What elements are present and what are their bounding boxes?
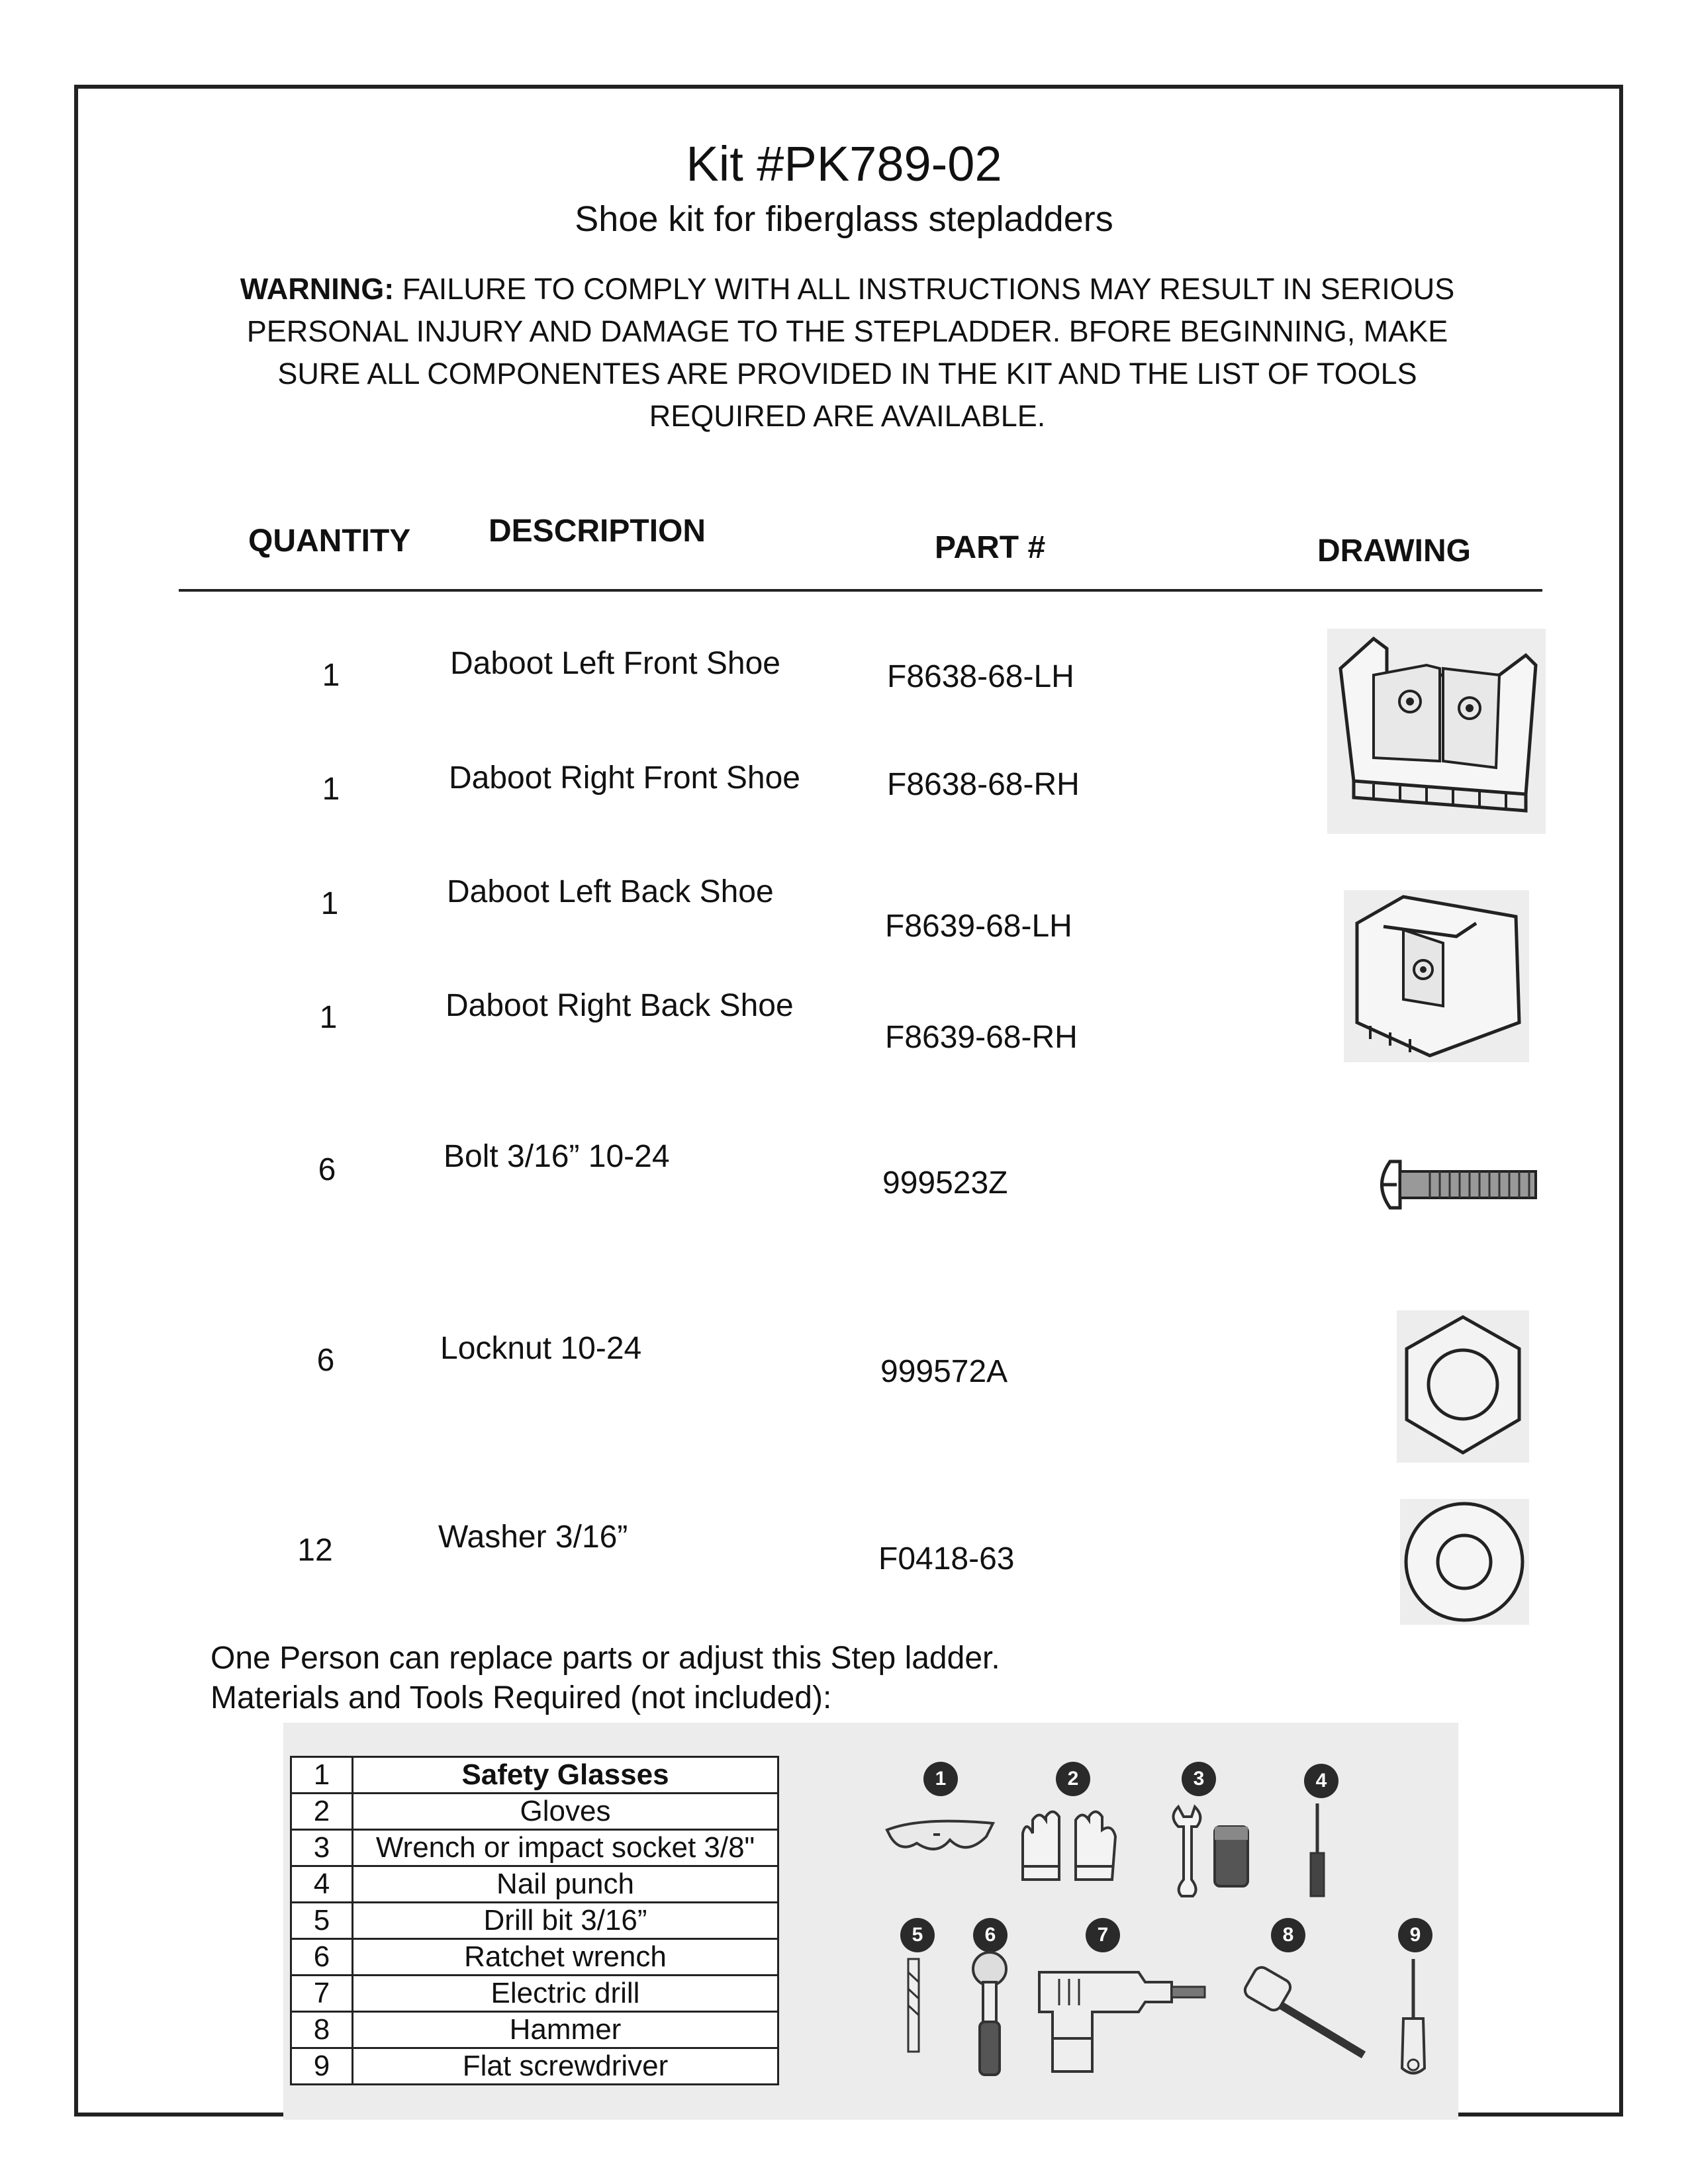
row-description: Washer 3/16” <box>438 1520 628 1555</box>
tool-badge-8: 8 <box>1271 1918 1305 1952</box>
row-description: Daboot Left Front Shoe <box>450 646 780 681</box>
row-quantity: 1 <box>319 1000 338 1035</box>
gloves-icon <box>1016 1807 1122 1893</box>
kit-subtitle: Shoe kit for fiberglass stepladders <box>575 199 1113 239</box>
tool-name: Safety Glasses <box>353 1757 778 1794</box>
note-one-person: One Person can replace parts or adjust this Step ladder. <box>211 1641 1000 1676</box>
row-quantity: 6 <box>316 1343 335 1378</box>
front-shoe-drawing <box>1327 629 1546 834</box>
row-part-number: F8638-68-RH <box>887 767 1080 802</box>
tool-number: 3 <box>291 1830 353 1866</box>
row-description: Locknut 10-24 <box>440 1331 642 1366</box>
tool-badge-3: 3 <box>1182 1762 1216 1796</box>
front-shoe-icon <box>1327 629 1546 834</box>
row-part-number: F8639-68-RH <box>885 1020 1078 1055</box>
washer-icon <box>1400 1499 1529 1625</box>
hammer-icon <box>1241 1959 1374 2065</box>
row-part-number: F0418-63 <box>878 1541 1015 1576</box>
table-row <box>291 2048 778 2085</box>
tool-number: 5 <box>291 1903 353 1939</box>
row-part-number: 999572A <box>880 1354 1008 1389</box>
header-rule <box>179 589 1542 592</box>
row-quantity: 12 <box>297 1533 333 1568</box>
tool-badge-5: 5 <box>900 1918 935 1952</box>
row-description: Daboot Right Back Shoe <box>445 988 794 1023</box>
washer-drawing <box>1400 1499 1529 1625</box>
kit-title: Kit #PK789-02 <box>686 136 1002 191</box>
note-tools-required: Materials and Tools Required (not included): <box>211 1680 832 1715</box>
row-part-number: F8638-68-LH <box>887 659 1074 694</box>
tool-name: Gloves <box>353 1794 778 1830</box>
header-description: DESCRIPTION <box>489 514 706 549</box>
tool-number: 8 <box>291 2012 353 2048</box>
tools-table <box>290 1756 779 2085</box>
drill-bit-icon <box>894 1952 933 2058</box>
tool-number: 7 <box>291 1976 353 2012</box>
tool-number: 6 <box>291 1939 353 1976</box>
header-part: PART # <box>935 530 1046 565</box>
tool-badge-6: 6 <box>973 1918 1008 1952</box>
safety-glasses-icon <box>880 1807 1000 1866</box>
electric-drill-icon <box>1033 1959 1218 2078</box>
row-part-number: F8639-68-LH <box>885 909 1072 944</box>
row-description: Bolt 3/16” 10-24 <box>444 1139 670 1174</box>
bolt-drawing <box>1370 1152 1542 1218</box>
row-description: Daboot Right Front Shoe <box>449 760 800 796</box>
tool-name: Flat screwdriver <box>353 2048 778 2085</box>
tool-number: 4 <box>291 1866 353 1903</box>
table-row <box>291 1830 778 1866</box>
header-quantity: QUANTITY <box>248 523 411 559</box>
table-row <box>291 1903 778 1939</box>
back-shoe-icon <box>1344 890 1529 1062</box>
locknut-icon <box>1397 1310 1529 1463</box>
header-drawing: DRAWING <box>1317 533 1471 569</box>
tool-number: 9 <box>291 2048 353 2085</box>
tool-badge-4: 4 <box>1304 1764 1338 1798</box>
tool-name: Electric drill <box>353 1976 778 2012</box>
tool-badge-1: 1 <box>923 1762 958 1796</box>
tool-name: Wrench or impact socket 3/8" <box>353 1830 778 1866</box>
row-quantity: 1 <box>322 772 340 807</box>
row-part-number: 999523Z <box>882 1165 1008 1201</box>
ratchet-wrench-icon <box>960 1949 1019 2081</box>
flat-screwdriver-icon <box>1390 1952 1436 2078</box>
row-quantity: 6 <box>318 1152 336 1187</box>
nail-punch-icon <box>1297 1800 1337 1899</box>
table-row <box>291 1866 778 1903</box>
table-row <box>291 1939 778 1976</box>
tool-badge-2: 2 <box>1056 1762 1090 1796</box>
row-description: Daboot Left Back Shoe <box>447 874 774 909</box>
back-shoe-drawing <box>1344 890 1529 1062</box>
table-row <box>291 1794 778 1830</box>
tool-number: 2 <box>291 1794 353 1830</box>
tool-name: Hammer <box>353 2012 778 2048</box>
row-quantity: 1 <box>320 886 339 921</box>
tool-badge-7: 7 <box>1086 1918 1120 1952</box>
tool-name: Nail punch <box>353 1866 778 1903</box>
tool-name: Ratchet wrench <box>353 1939 778 1976</box>
wrench-socket-icon <box>1165 1800 1258 1899</box>
table-row <box>291 1976 778 2012</box>
row-quantity: 1 <box>322 658 340 693</box>
warning-block <box>205 268 1489 437</box>
warning-label: WARNING: <box>240 272 395 306</box>
locknut-drawing <box>1397 1310 1529 1463</box>
tool-badge-9: 9 <box>1398 1918 1432 1952</box>
table-row <box>291 2012 778 2048</box>
warning-text: FAILURE TO COMPLY WITH ALL INSTRUCTIONS MAY RESULT IN SERIOUS PERSONAL INJURY AND DAMAGE TO THE STEPLADDER. BFORE BEGINNING, MAKE SURE ALL COMPONENTES ARE PROVIDED IN THE KIT AND THE LIST OF TOOLS REQUIRED ARE AVAILABLE. <box>246 272 1455 433</box>
tool-name: Drill bit 3/16” <box>353 1903 778 1939</box>
bolt-icon <box>1370 1152 1542 1218</box>
tool-number: 1 <box>291 1757 353 1794</box>
table-row <box>291 1757 778 1794</box>
